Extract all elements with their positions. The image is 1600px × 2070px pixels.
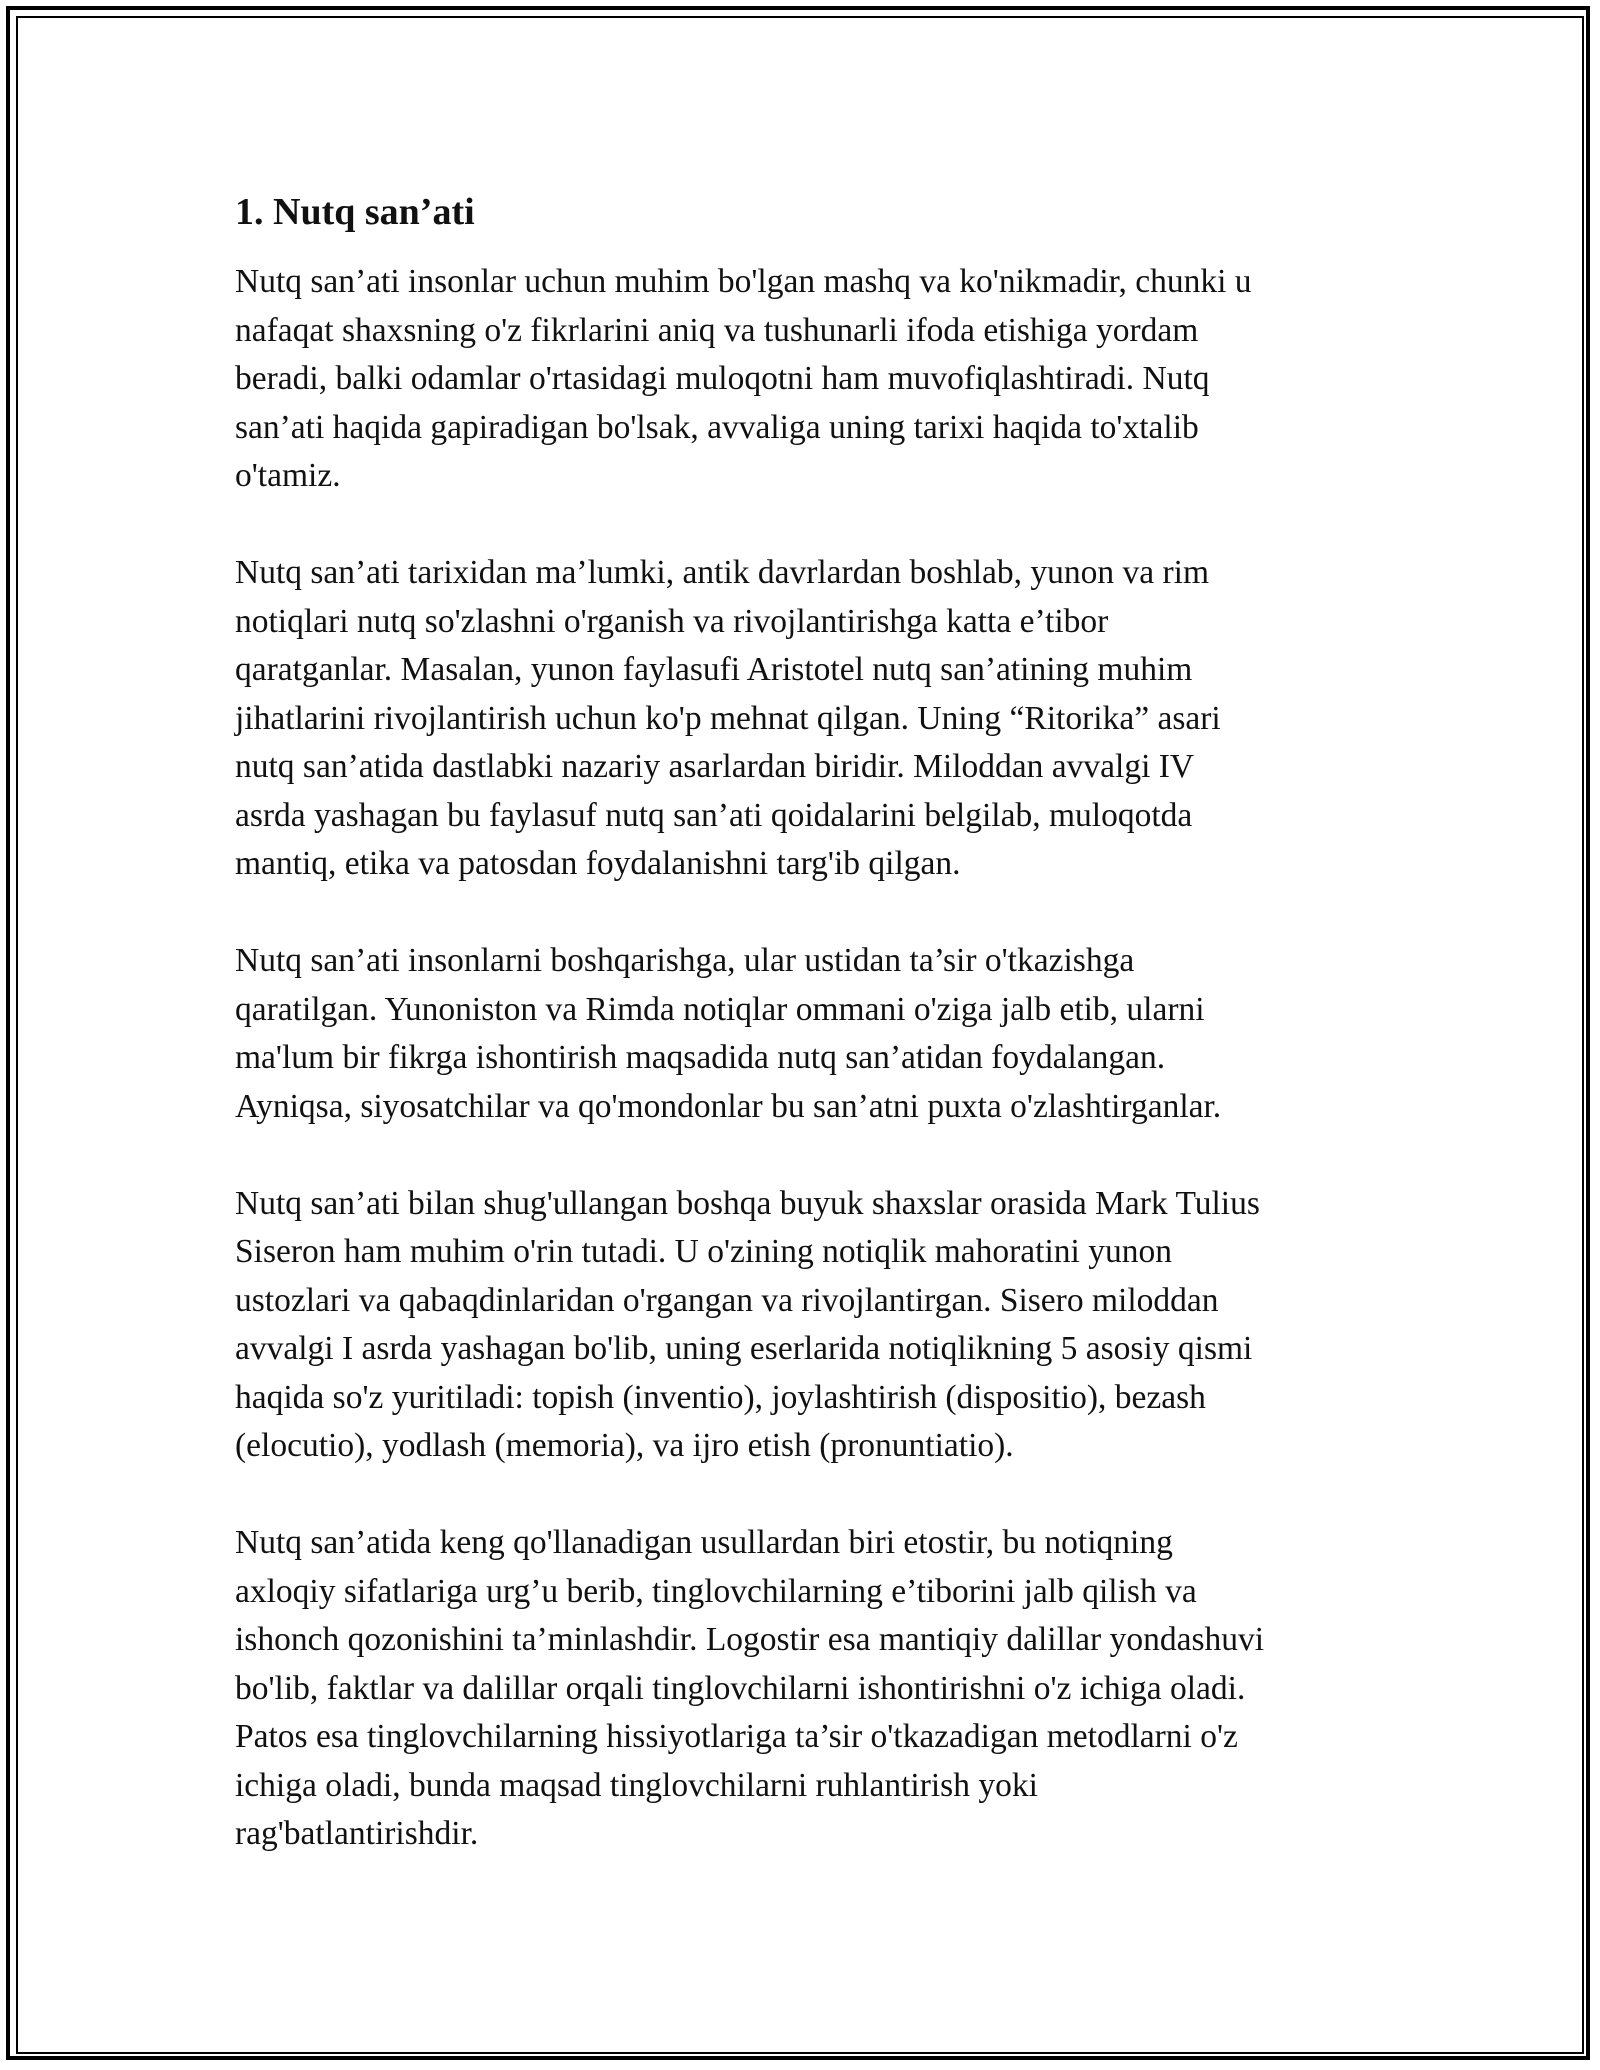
text-line: nutq san’atida dastlabki nazariy asarlardan biridir. Miloddan avvalgi IV (235, 748, 1195, 785)
paragraph-methods (235, 1519, 1375, 1859)
text-line: qaratganlar. Masalan, yunon faylasufi Aristotel nutq san’atining muhim (235, 651, 1193, 688)
text-line: Ayniqsa, siyosatchilar va qo'mondonlar bu san’atni puxta o'zlashtirganlar. (235, 1087, 1222, 1125)
text-line: o'tamiz. (235, 457, 341, 494)
text-line: Nutq san’ati tarixidan ma’lumki, antik davrlardan boshlab, yunon va rim (235, 554, 1210, 591)
text-line: qaratilgan. Yunoniston va Rimda notiqlar ommani o'ziga jalb etib, ularni (235, 990, 1205, 1028)
text-line: notiqlari nutq so'zlashni o'rganish va rivojlantirishga katta e’tibor (235, 602, 1109, 640)
text-line: mantiq, etika va patosdan foydalanishni targ'ib qilgan. (235, 845, 961, 882)
text-line: bo'lib, faktlar va dalillar orqali tinglovchilarni ishontirishni o'z ichiga oladi. (235, 1669, 1246, 1707)
text-line: Nutq san’ati insonlarni boshqarishga, ular ustidan ta’sir o'tkazishga (235, 942, 1135, 979)
paragraph-influence (235, 937, 1375, 1131)
text-line: ichiga oladi, bunda maqsad tinglovchilarni ruhlantirish yoki (235, 1766, 1038, 1804)
text-line: avvalgi I asrda yashagan bo'lib, uning eserlarida notiqlikning 5 asosiy qismi (235, 1330, 1253, 1367)
text-line: beradi, balki odamlar o'rtasidagi muloqotni ham muvofiqlashtiradi. Nutq (235, 360, 1210, 397)
text-line: haqida so'z yuritiladi: topish (inventio), joylashtirish (dispositio), bezash (235, 1378, 1206, 1416)
text-line: Siseron ham muhim o'rin tutadi. U o'zining notiqlik mahoratini yunon (235, 1233, 1172, 1270)
text-line: Nutq san’atida keng qo'llanadigan usullardan biri etostir, bu notiqning (235, 1524, 1173, 1561)
text-line: ma'lum bir fikrga ishontirish maqsadida nutq san’atidan foydalangan. (235, 1039, 1166, 1076)
text-line: rag'batlantirishdir. (235, 1815, 479, 1852)
text-line: ustozlari va qabaqdinlaridan o'rgangan va rivojlantirgan. Sisero miloddan (235, 1281, 1219, 1319)
text-line: Patos esa tinglovchilarning hissiyotlariga ta’sir o'tkazadigan metodlarni o'z (235, 1718, 1238, 1755)
section-heading: 1. Nutq san’ati (235, 191, 475, 233)
text-line: nafaqat shaxsning o'z fikrlarini aniq va tushunarli ifoda etishiga yordam (235, 311, 1199, 349)
text-line: axloqiy sifatlariga urg’u berib, tinglovchilarning e’tiborini jalb qilish va (235, 1572, 1197, 1610)
text-line: Nutq san’ati bilan shug'ullangan boshqa buyuk shaxslar orasida Mark Tulius (235, 1184, 1260, 1222)
text-line: jihatlarini rivojlantirish uchun ko'p mehnat qilgan. Uning “Ritorika” asari (235, 699, 1221, 737)
paragraph-history (235, 549, 1375, 889)
paragraph-intro (235, 258, 1375, 501)
text-line: asrda yashagan bu faylasuf nutq san’ati qoidalarini belgilab, muloqotda (235, 796, 1193, 834)
text-line: san’ati haqida gapiradigan bo'lsak, avvaliga uning tarixi haqida to'xtalib (235, 408, 1199, 446)
text-line: Nutq san’ati insonlar uchun muhim bo'lgan mashq va ko'nikmadir, chunki u (235, 263, 1252, 300)
text-line: ishonch qozonishini ta’minlashdir. Logostir esa mantiqiy dalillar yondashuvi (235, 1621, 1265, 1658)
document-body (235, 188, 1375, 1907)
text-line: (elocutio), yodlash (memoria), va ijro etish (pronuntiatio). (235, 1427, 1014, 1464)
paragraph-cicero (235, 1180, 1375, 1471)
